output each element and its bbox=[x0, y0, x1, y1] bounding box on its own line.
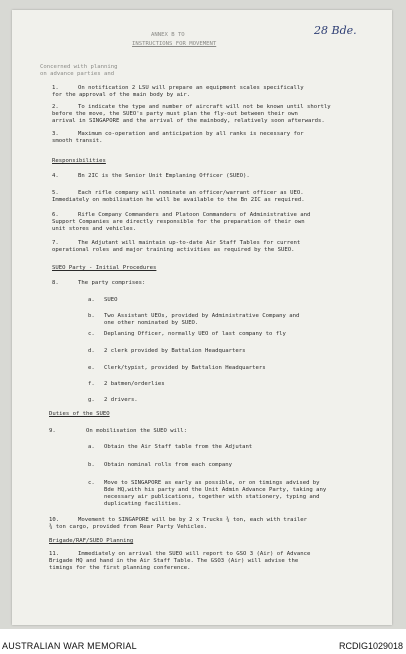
item-letter: a. bbox=[88, 297, 95, 303]
para-number: 9. bbox=[49, 428, 56, 434]
para-number: 1. bbox=[52, 85, 59, 91]
party-item-text: 2 clerk provided by Battalion Headquarters bbox=[104, 348, 246, 354]
party-item-text: 2 drivers. bbox=[104, 397, 138, 403]
para-7-line: The Adjutant will maintain up-to-date Air Staff Tables for current bbox=[78, 240, 301, 246]
para-2-line: To indicate the type and number of aircraft will not be known until shortly bbox=[78, 104, 331, 110]
para-number: 2. bbox=[52, 104, 59, 110]
party-item-text: one other nominated by SUEO. bbox=[104, 320, 199, 326]
para-number: 4. bbox=[52, 173, 59, 179]
item-letter: b. bbox=[88, 462, 95, 468]
para-2-line: before the move, the SUEO's party must plan the fly-out between their own bbox=[52, 111, 298, 117]
para-11-line: Brigade HQ and hand in the Air Staff Table. The GSO3 (Air) will advise the bbox=[49, 558, 299, 564]
duty-item-text: Obtain the Air Staff table from the Adjutant bbox=[104, 444, 253, 450]
duty-item-text: Obtain nominal rolls from each company bbox=[104, 462, 232, 468]
para-6-line: unit stores and vehicles. bbox=[52, 226, 137, 232]
item-letter: g. bbox=[88, 397, 95, 403]
party-item-text: 2 batmen/orderlies bbox=[104, 381, 165, 387]
para-10-line: ¾ ton cargo, provided from Rear Party Vehicles. bbox=[49, 524, 208, 530]
para-number: 8. bbox=[52, 280, 59, 286]
intro-line-2: on advance parties and bbox=[40, 71, 115, 77]
duty-item-text: Move to SINGAPORE as early as possible, or on timings advised by bbox=[104, 480, 320, 486]
para-9-text: On mobilisation the SUEO will: bbox=[86, 428, 188, 434]
item-letter: a. bbox=[88, 444, 95, 450]
archive-footer bbox=[0, 629, 406, 654]
annex-label: ANNEX B TO bbox=[151, 32, 185, 38]
para-11-line: Immediately on arrival the SUEO will report to GSO 3 (Air) of Advance bbox=[78, 551, 311, 557]
para-3-line: Maximum co-operation and anticipation by all ranks is necessary for bbox=[78, 131, 304, 137]
archive-name: AUSTRALIAN WAR MEMORIAL bbox=[2, 641, 137, 651]
para-number: 10. bbox=[49, 517, 60, 523]
para-1-line: On notification 2 LSU will prepare an equipment scales specifically bbox=[78, 85, 304, 91]
para-6-line: Rifle Company Commanders and Platoon Commanders of Administrative and bbox=[78, 212, 311, 218]
item-letter: f. bbox=[88, 381, 95, 387]
para-number: 11. bbox=[49, 551, 60, 557]
para-4-text: Bn 2IC is the Senior Unit Emplaning Officer (SUEO). bbox=[78, 173, 250, 179]
item-letter: e. bbox=[88, 365, 95, 371]
para-8-text: The party comprises: bbox=[78, 280, 146, 286]
para-number: 6. bbox=[52, 212, 59, 218]
item-letter: b. bbox=[88, 313, 95, 319]
section-heading-brigade: Brigade/RAF/SUEO Planning bbox=[49, 538, 134, 544]
party-item-text: Clerk/typist, provided by Battalion Headquarters bbox=[104, 365, 266, 371]
para-11-line: timings for the first planning conference. bbox=[49, 565, 191, 571]
document-page bbox=[12, 10, 392, 625]
para-5-line: Immediately on mobilisation he will be available to the Bn 2IC as required. bbox=[52, 197, 305, 203]
item-letter: c. bbox=[88, 331, 95, 337]
para-1-line: for the approval of the main body by air. bbox=[52, 92, 191, 98]
party-item-text: Deplaning Officer, normally UEO of last company to fly bbox=[104, 331, 286, 337]
duty-item-text: Bde HQ,with his party and the Unit Admin Advance Party, taking any bbox=[104, 487, 327, 493]
party-item-text: Two Assistant UEOs, provided by Administrative Company and bbox=[104, 313, 300, 319]
duty-item-text: duplicating facilities. bbox=[104, 501, 182, 507]
section-heading-sueo-party: SUEO Party - Initial Procedures bbox=[52, 265, 157, 271]
para-2-line: arrival in SINGAPORE and the arrival of the mainbody, relatively soon afterwards. bbox=[52, 118, 325, 124]
archive-reference: RCDIG1029018 bbox=[338, 641, 403, 651]
intro-line-1: Concerned with planning bbox=[40, 64, 118, 70]
para-number: 7. bbox=[52, 240, 59, 246]
duty-item-text: necessary air publications, together with stationery, typing and bbox=[104, 494, 320, 500]
para-number: 5. bbox=[52, 190, 59, 196]
item-letter: d. bbox=[88, 348, 95, 354]
party-item-text: SUEO bbox=[104, 297, 118, 303]
handwritten-note: 28 Bde. bbox=[314, 24, 357, 37]
document-title: INSTRUCTIONS FOR MOVEMENT bbox=[132, 41, 217, 47]
para-6-line: Support Companies are directly responsible for the preparation of their own bbox=[52, 219, 305, 225]
para-7-line: operational roles and major training activities as required by the SUEO. bbox=[52, 247, 295, 253]
para-5-line: Each rifle company will nominate an officer/warrant officer as UEO. bbox=[78, 190, 304, 196]
section-heading-responsibilities: Responsibilities bbox=[52, 158, 106, 164]
para-number: 3. bbox=[52, 131, 59, 137]
section-heading-duties: Duties of the SUEO bbox=[49, 411, 110, 417]
para-10-line: Movement to SINGAPORE will be by 2 x Trucks ¾ ton, each with trailer bbox=[78, 517, 308, 523]
item-letter: c. bbox=[88, 480, 95, 486]
para-3-line: smooth transit. bbox=[52, 138, 103, 144]
